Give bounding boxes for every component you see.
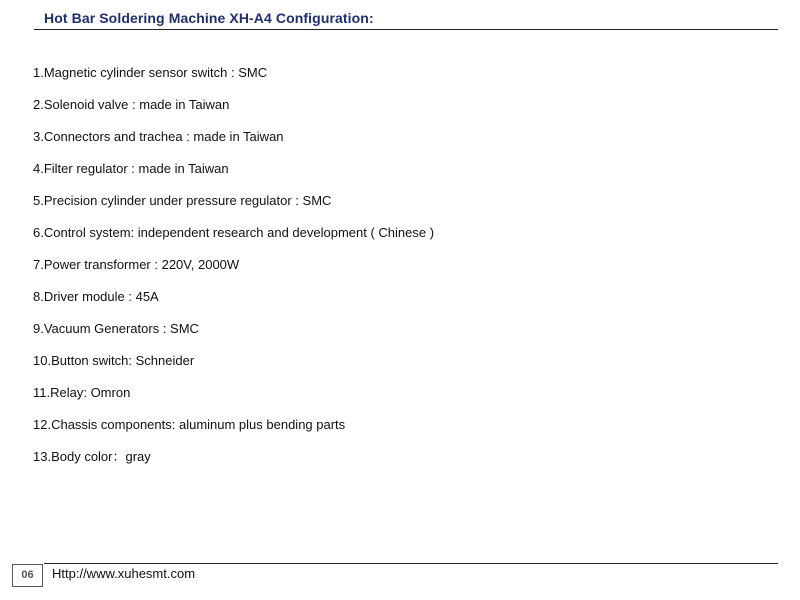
spec-item-body-color: 13.Body color：gray	[33, 449, 151, 464]
header-divider	[34, 29, 778, 30]
footer-url-link[interactable]: Http://www.xuhesmt.com	[52, 566, 196, 581]
spec-item-magnetic-sensor: 1.Magnetic cylinder sensor switch : SMC	[33, 65, 268, 80]
spec-item-solenoid-valve: 2.Solenoid valve : made in Taiwan	[33, 97, 230, 112]
page-title: Hot Bar Soldering Machine XH-A4 Configuration:	[44, 10, 374, 26]
spec-item-filter-regulator: 4.Filter regulator : made in Taiwan	[33, 161, 229, 176]
spec-item-control-system: 6.Control system: independent research and development ( Chinese )	[33, 225, 435, 240]
spec-item-precision-cylinder: 5.Precision cylinder under pressure regulator : SMC	[33, 193, 332, 208]
spec-item-power-transformer: 7.Power transformer : 220V, 2000W	[33, 257, 240, 272]
spec-item-relay: 11.Relay: Omron	[33, 385, 131, 400]
spec-list	[33, 64, 434, 480]
spec-item-driver-module: 8.Driver module : 45A	[33, 289, 159, 304]
page-number-badge: 06	[12, 564, 43, 587]
footer-divider	[44, 563, 778, 564]
spec-item-button-switch: 10.Button switch: Schneider	[33, 353, 195, 368]
spec-item-chassis: 12.Chassis components: aluminum plus bending parts	[33, 417, 346, 432]
spec-item-vacuum-generators: 9.Vacuum Generators : SMC	[33, 321, 199, 336]
spec-item-connectors: 3.Connectors and trachea : made in Taiwan	[33, 129, 284, 144]
